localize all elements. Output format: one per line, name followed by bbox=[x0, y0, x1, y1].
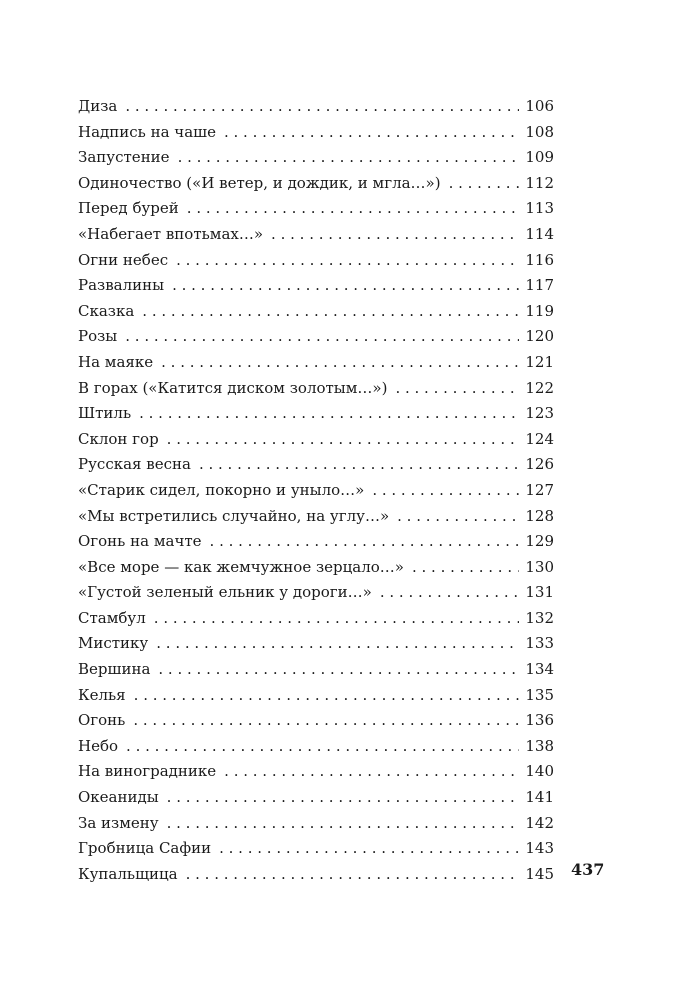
toc-entry-page: 122 bbox=[525, 378, 554, 397]
toc-entry-title: Штиль bbox=[78, 404, 132, 423]
toc-entry bbox=[78, 580, 554, 606]
toc-entry bbox=[78, 759, 554, 785]
toc-entry-page: 140 bbox=[525, 762, 554, 781]
dot-leader bbox=[372, 478, 519, 504]
dot-leader bbox=[178, 145, 520, 171]
table-of-contents bbox=[78, 94, 554, 887]
toc-entry-title: Огонь bbox=[78, 711, 126, 730]
dot-leader bbox=[126, 734, 519, 760]
toc-entry-page: 108 bbox=[525, 122, 554, 141]
dot-leader bbox=[142, 299, 519, 325]
toc-entry bbox=[78, 171, 554, 197]
toc-entry bbox=[78, 324, 554, 350]
toc-entry bbox=[78, 145, 554, 171]
toc-entry-page: 109 bbox=[525, 148, 554, 167]
dot-leader bbox=[161, 350, 519, 376]
toc-entry bbox=[78, 862, 554, 888]
toc-entry bbox=[78, 248, 554, 274]
toc-entry-title: Одиночество («И ветер, и дождик, и мгла…») bbox=[78, 173, 441, 192]
toc-entry-page: 129 bbox=[525, 532, 554, 551]
toc-entry bbox=[78, 708, 554, 734]
toc-entry-page: 143 bbox=[525, 839, 554, 858]
dot-leader bbox=[176, 248, 519, 274]
toc-entry-title: Океаниды bbox=[78, 788, 159, 807]
toc-entry bbox=[78, 427, 554, 453]
toc-entry-page: 117 bbox=[525, 276, 554, 295]
toc-entry-page: 127 bbox=[525, 480, 554, 499]
toc-entry bbox=[78, 376, 554, 402]
toc-entry-title: Келья bbox=[78, 685, 126, 704]
dot-leader bbox=[167, 785, 520, 811]
toc-entry-title: На винограднике bbox=[78, 762, 217, 781]
toc-entry-title: «Старик сидел, покорно и уныло…» bbox=[78, 480, 365, 499]
toc-entry bbox=[78, 504, 554, 530]
toc-entry bbox=[78, 299, 554, 325]
toc-entry bbox=[78, 196, 554, 222]
toc-entry-title: Развалины bbox=[78, 276, 165, 295]
toc-entry-page: 116 bbox=[525, 250, 554, 269]
toc-entry bbox=[78, 350, 554, 376]
dot-leader bbox=[134, 683, 520, 709]
toc-entry bbox=[78, 529, 554, 555]
dot-leader bbox=[186, 862, 520, 888]
toc-entry-title: Огни небес bbox=[78, 250, 169, 269]
toc-entry-title: «Все море — как жемчужное зерцало…» bbox=[78, 557, 404, 576]
toc-entry bbox=[78, 836, 554, 862]
toc-entry-page: 123 bbox=[525, 404, 554, 423]
toc-entry bbox=[78, 273, 554, 299]
toc-entry bbox=[78, 478, 554, 504]
toc-entry-page: 124 bbox=[525, 429, 554, 448]
toc-entry bbox=[78, 657, 554, 683]
toc-entry bbox=[78, 785, 554, 811]
toc-entry-title: Гробница Сафии bbox=[78, 839, 212, 858]
toc-entry-page: 141 bbox=[525, 788, 554, 807]
dot-leader bbox=[412, 555, 519, 581]
dot-leader bbox=[139, 401, 519, 427]
dot-leader bbox=[125, 324, 519, 350]
toc-entry-page: 126 bbox=[525, 455, 554, 474]
dot-leader bbox=[187, 196, 520, 222]
toc-entry-title: Склон гор bbox=[78, 429, 159, 448]
toc-entry-page: 142 bbox=[525, 813, 554, 832]
toc-entry bbox=[78, 94, 554, 120]
dot-leader bbox=[133, 708, 519, 734]
dot-leader bbox=[199, 452, 519, 478]
toc-entry-title: «Набегает впотьмах…» bbox=[78, 224, 264, 243]
toc-entry bbox=[78, 631, 554, 657]
toc-entry-title: Купальщица bbox=[78, 864, 178, 883]
toc-entry bbox=[78, 120, 554, 146]
toc-entry-page: 136 bbox=[525, 711, 554, 730]
toc-entry-page: 135 bbox=[525, 685, 554, 704]
toc-entry-title: Диза bbox=[78, 97, 118, 115]
toc-entry-title: Стамбул bbox=[78, 608, 146, 627]
toc-entry bbox=[78, 222, 554, 248]
toc-entry-page: 131 bbox=[525, 583, 554, 602]
toc-entry-title: «Густой зеленый ельник у дороги…» bbox=[78, 583, 372, 602]
dot-leader bbox=[271, 222, 519, 248]
toc-entry-page: 106 bbox=[525, 97, 554, 115]
page-number: 437 bbox=[571, 860, 605, 879]
toc-entry bbox=[78, 452, 554, 478]
toc-entry-title: В горах («Катится диском золотым…») bbox=[78, 378, 388, 397]
toc-entry-title: Запустение bbox=[78, 148, 170, 167]
toc-entry bbox=[78, 683, 554, 709]
toc-entry-title: За измену bbox=[78, 813, 159, 832]
toc-entry-page: 128 bbox=[525, 506, 554, 525]
toc-entry-title: Вершина bbox=[78, 660, 151, 679]
dot-leader bbox=[224, 759, 519, 785]
toc-entry-title: Мистику bbox=[78, 634, 149, 653]
dot-leader bbox=[224, 120, 519, 146]
toc-entry-title: «Мы встретились случайно, на углу…» bbox=[78, 506, 390, 525]
toc-entry-title: Надпись на чаше bbox=[78, 122, 216, 141]
toc-entry-title: На маяке bbox=[78, 352, 154, 371]
dot-leader bbox=[125, 94, 519, 120]
toc-entry-title: Розы bbox=[78, 327, 118, 346]
toc-entry bbox=[78, 401, 554, 427]
dot-leader bbox=[167, 811, 520, 837]
dot-leader bbox=[380, 580, 520, 606]
toc-entry-page: 138 bbox=[525, 736, 554, 755]
toc-entry bbox=[78, 811, 554, 837]
toc-entry-title: Перед бурей bbox=[78, 199, 179, 218]
toc-entry-page: 132 bbox=[525, 608, 554, 627]
dot-leader bbox=[154, 606, 520, 632]
toc-entry-title: Огонь на мачте bbox=[78, 532, 202, 551]
toc-entry-page: 112 bbox=[525, 173, 554, 192]
toc-entry-title: Русская весна bbox=[78, 455, 191, 474]
dot-leader bbox=[156, 631, 519, 657]
dot-leader bbox=[210, 529, 520, 555]
dot-leader bbox=[397, 504, 519, 530]
dot-leader bbox=[219, 836, 519, 862]
toc-entry-page: 130 bbox=[525, 557, 554, 576]
dot-leader bbox=[395, 376, 519, 402]
toc-entry bbox=[78, 555, 554, 581]
toc-entry-page: 113 bbox=[525, 199, 554, 218]
dot-leader bbox=[449, 171, 520, 197]
toc-entry-page: 120 bbox=[525, 327, 554, 346]
toc-entry-page: 114 bbox=[525, 224, 554, 243]
toc-entry-page: 121 bbox=[525, 352, 554, 371]
toc-entry-title: Сказка bbox=[78, 301, 135, 320]
toc-entry-title: Небо bbox=[78, 736, 119, 755]
toc-entry-page: 134 bbox=[525, 660, 554, 679]
dot-leader bbox=[172, 273, 519, 299]
dot-leader bbox=[167, 427, 520, 453]
toc-entry-page: 133 bbox=[525, 634, 554, 653]
toc-entry bbox=[78, 606, 554, 632]
toc-entry-page: 119 bbox=[525, 301, 554, 320]
dot-leader bbox=[158, 657, 519, 683]
toc-entry-page: 145 bbox=[525, 864, 554, 883]
toc-entry bbox=[78, 734, 554, 760]
